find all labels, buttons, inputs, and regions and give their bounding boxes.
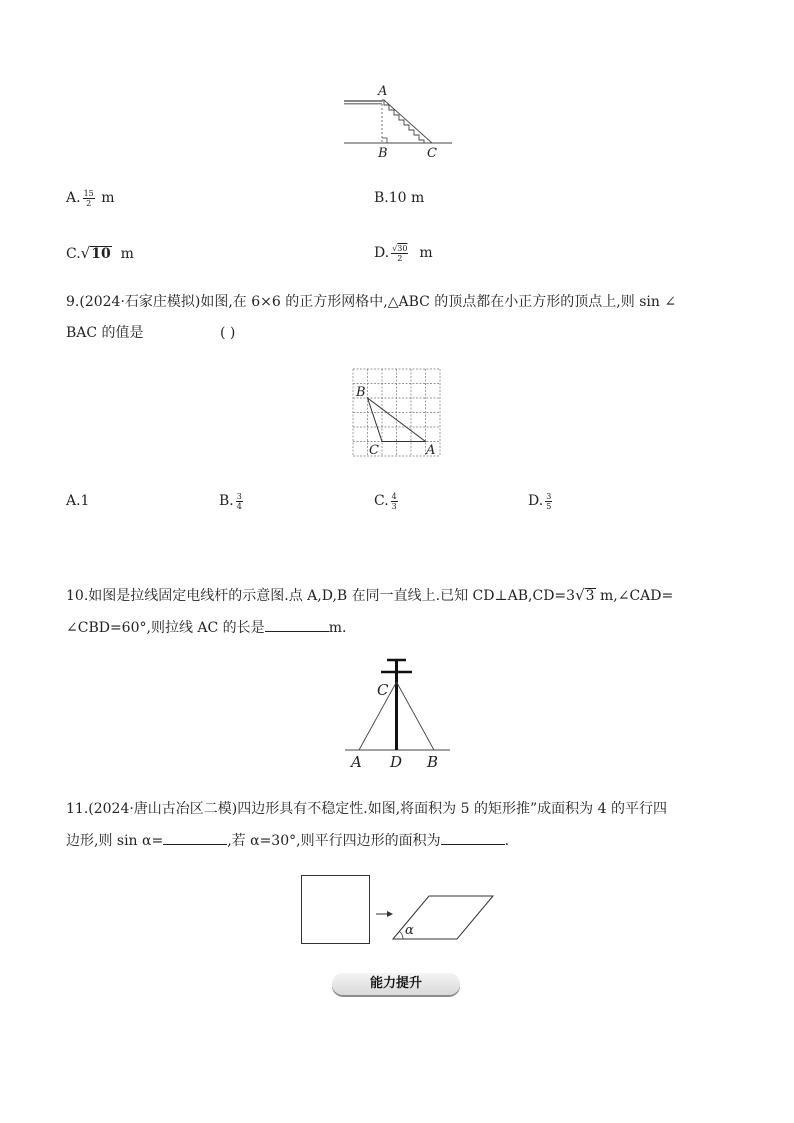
q10-stem-line2: ∠CBD=60°,则拉线 AC 的长是 m. (66, 617, 346, 638)
q11-stem-line2: 边形,则 sin α= ,若 α=30°,则平行四边形的面积为 . (66, 830, 509, 851)
answer-blank[interactable] (265, 617, 329, 632)
pole-figure (340, 656, 454, 774)
q8-option-b[interactable]: B.10 m (374, 190, 425, 206)
q9-option-b[interactable]: B. $\frac{3}{4}$ (219, 491, 242, 511)
label-B: B (356, 385, 366, 400)
q8-option-a[interactable]: A. $\frac{15}{2}$ m (66, 188, 115, 208)
q9-stem-line1: 9.(2024·石家庄模拟)如图,在 6×6 的正方形网格中,△ABC 的顶点都在小正方形的顶点上,则 sin ∠ (66, 294, 677, 310)
answer-blank-sin[interactable] (163, 830, 227, 845)
fraction: $\frac{3}{4}$ (236, 491, 242, 511)
fraction: $\frac{3}{5}$ (546, 491, 552, 511)
q9-option-c[interactable]: C. $\frac{4}{3}$ (374, 491, 397, 511)
answer-blank-area[interactable] (441, 830, 505, 845)
label-B: B (427, 753, 439, 771)
q9-option-a[interactable]: A.1 (66, 493, 90, 509)
label-C: C (377, 681, 389, 699)
fraction: $\frac{√30}{2}$ (392, 243, 408, 263)
q11-stem-line1: 11.(2024·唐山古冶区二模)四边形具有不稳定性.如图,将面积为 5 的矩形推”成面积为 4 的平行四 (66, 801, 667, 817)
stairs-figure (338, 80, 458, 162)
rectangle-parallelogram-figure (298, 872, 498, 948)
label-A: A (351, 753, 362, 771)
label-A: A (378, 84, 388, 99)
grid-figure (350, 366, 444, 460)
label-B: B (378, 146, 388, 161)
alpha-label: α (405, 923, 414, 938)
label-C: C (369, 443, 379, 458)
section-badge: 能力提升 (332, 973, 460, 995)
q10-stem-line1: 10.如图是拉线固定电线杆的示意图.点 A,D,B 在同一直线上.已知 CD⊥AB,CD=3√3 m,∠CAD= (66, 586, 674, 604)
q8-option-d[interactable]: D. $\frac{√30}{2}$ m (374, 243, 433, 263)
label-A: A (426, 443, 436, 458)
q9-option-d[interactable]: D. $\frac{3}{5}$ (528, 491, 552, 511)
fraction: $\frac{4}{3}$ (391, 491, 397, 511)
radical-sign: √ (575, 586, 585, 604)
label-C: C (427, 146, 437, 161)
label-D: D (390, 753, 403, 771)
fraction: $\frac{15}{2}$ (83, 188, 94, 208)
q9-stem-line2: BAC 的值是 (66, 325, 144, 341)
radical-sign: √ (80, 244, 91, 262)
q8-option-c[interactable]: C.√10 m (66, 244, 134, 262)
q9-answer-paren[interactable]: ( ) (220, 325, 236, 341)
